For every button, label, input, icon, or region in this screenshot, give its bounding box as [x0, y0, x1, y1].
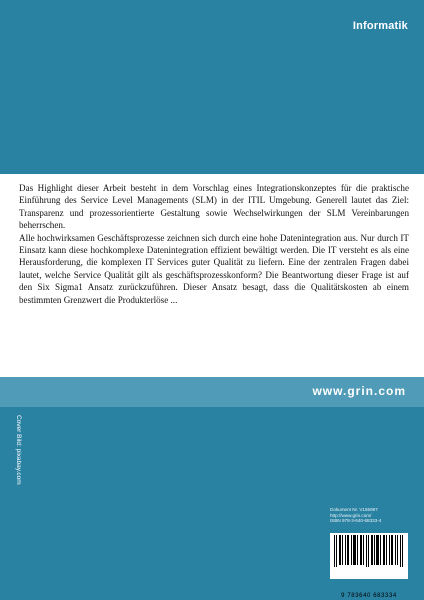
barcode-meta-line: Dokument Nr. V155987	[330, 507, 378, 512]
website-strip	[0, 377, 424, 407]
blurb-paragraph: Alle hochwirksamen Geschäftsprozesse zeichnen sich durch eine hohe Datenintegration aus. Nur durch IT Einsatz kann diese hochkomplexe Datenintegration effizient bewältigt werden. Die IT versteht es als eine Herausforderung, die komplexen IT Services guter Qualität zu liefern. Eine der zentralen Fragen dabei lautet, welche Service Qualität gilt als geschäftsprozesskonform? Die Beantwortung dieser Frage ist auf den Six Sigma1 Ansatz zurückzuführen. Dieser Ansatz besagt, dass die Qualitätskosten ab einem bestimmten Grenzwert die Produkterlöse ...	[19, 232, 409, 305]
barcode-icon	[330, 533, 408, 567]
blurb-paragraph: Das Highlight dieser Arbeit besteht in dem Vorschlag eines Integrationskonzeptes für die praktische Einführung des Service Level Managements (SLM) in der ITIL Umgebung. Generell lautet das Ziel: Transparenz und prozessorientierte Gestaltung sowie Wechselwirkungen der SLM Vereinbarungen beherrschen.	[19, 183, 409, 231]
barcode-meta-line: http://www.grin.com/	[330, 512, 372, 518]
top-color-band	[0, 0, 424, 174]
barcode-number: 9 783640 683334	[341, 593, 397, 599]
cover-image-credit	[12, 415, 24, 495]
category-label: Informatik	[352, 20, 408, 32]
website-link[interactable]: www.grin.com	[312, 384, 406, 398]
isbn-barcode	[330, 533, 408, 599]
barcode-area	[330, 507, 408, 599]
barcode-meta-line: ISBN 978-3-640-68333-4	[330, 518, 382, 524]
blurb-text	[19, 182, 409, 306]
bottom-color-band	[0, 377, 424, 600]
cover-image-credit-text: Cover Bild: pixabay.com	[15, 415, 22, 485]
barcode-meta	[330, 507, 408, 524]
